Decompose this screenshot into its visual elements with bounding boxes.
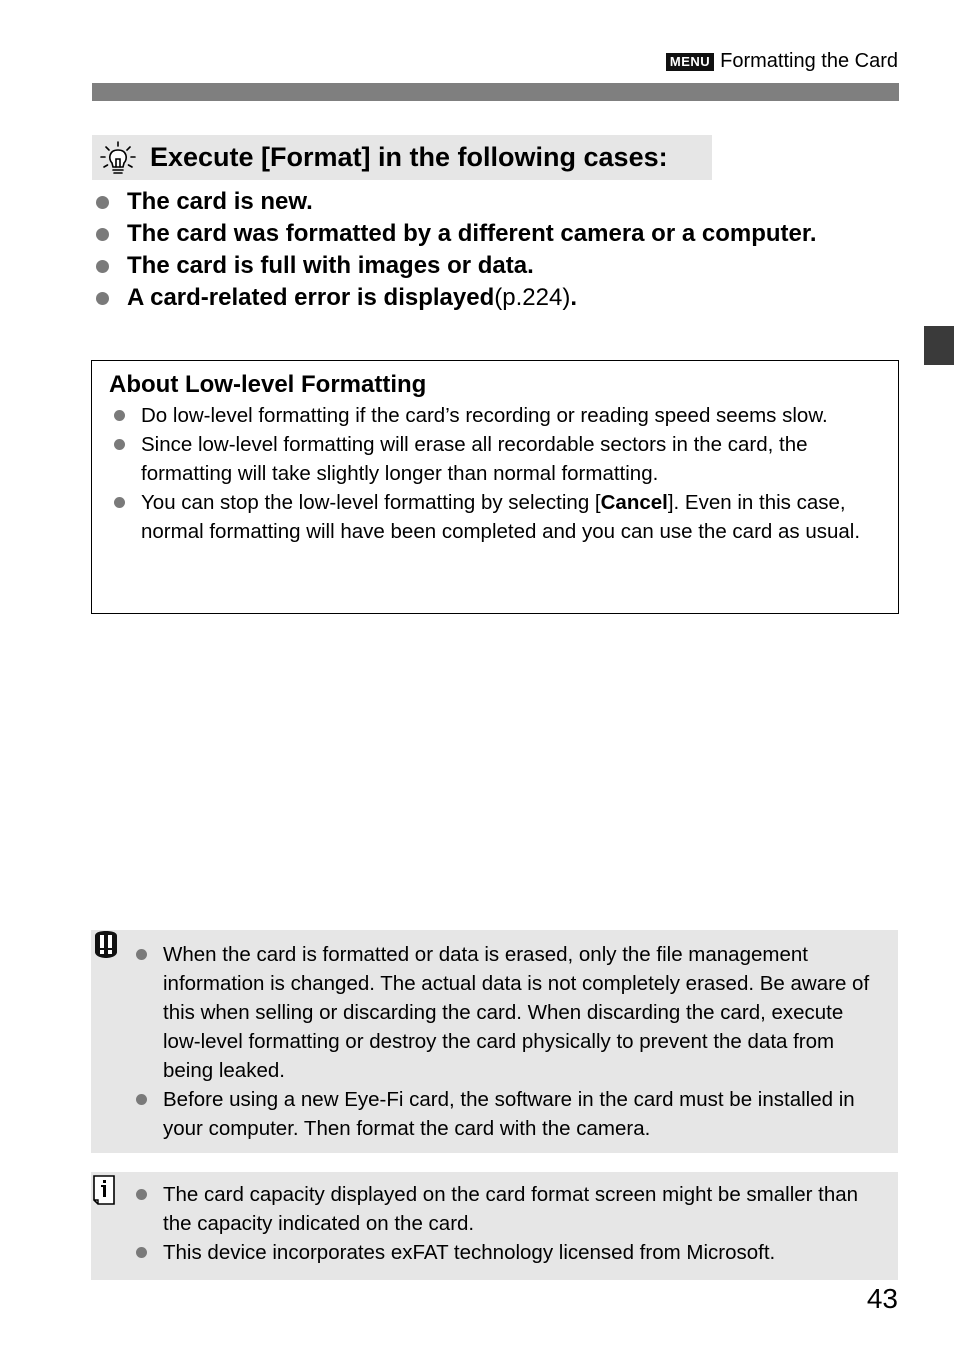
- page-reference: (p.224): [494, 284, 571, 311]
- section-title: Execute [Format] in the following cases:: [150, 142, 668, 172]
- list-item: When the card is formatted or data is erased, only the file management information is changed. The actual data is not completely erased. Be aware of this when selling or discarding the card. When discarding the card, execute low-level formatting or destroy the card physically to prevent the data from being leaked.: [136, 940, 881, 1085]
- running-title: Formatting the Card: [720, 50, 898, 72]
- bullet-icon: [96, 228, 109, 241]
- caution-list: [136, 940, 881, 1143]
- bullet-icon: [136, 1247, 147, 1258]
- section-heading: [92, 135, 712, 180]
- list-item: The card was formatted by a different camera or a computer.: [96, 218, 896, 250]
- bullet-icon: [114, 439, 125, 450]
- list-item: The card is new.: [96, 186, 896, 218]
- bullet-icon: [136, 949, 147, 960]
- running-header: [666, 50, 898, 73]
- menu-icon: MENU: [666, 53, 714, 71]
- bullet-icon: [136, 1094, 147, 1105]
- note-list: [136, 1180, 881, 1267]
- list-item: Before using a new Eye-Fi card, the software in the card must be installed in your computer. Then format the card with the camera.: [136, 1085, 881, 1143]
- bullet-icon: [96, 196, 109, 209]
- list-item: Do low-level formatting if the card’s recording or reading speed seems slow.: [114, 401, 884, 430]
- list-item: The card capacity displayed on the card format screen might be smaller than the capacity indicated on the card.: [136, 1180, 881, 1238]
- note-panel: [91, 1172, 898, 1280]
- caution-icon: [92, 930, 120, 960]
- header-bar: [92, 83, 899, 101]
- page-number: 43: [866, 1283, 898, 1314]
- box-list: [114, 401, 884, 546]
- caution-panel: [91, 930, 898, 1153]
- format-cases-list: [96, 186, 896, 314]
- bullet-icon: [96, 292, 109, 305]
- list-item: You can stop the low-level formatting by selecting [Cancel]. Even in this case, normal formatting will have been completed and you can use the card as usual.: [114, 488, 884, 546]
- low-level-formatting-box: [91, 360, 899, 614]
- memo-icon: [92, 1175, 116, 1205]
- box-title: About Low-level Formatting: [109, 371, 427, 398]
- cancel-label: Cancel: [600, 491, 668, 514]
- list-item: A card-related error is displayed (p.224) .: [96, 282, 896, 314]
- bullet-icon: [136, 1189, 147, 1200]
- list-item: This device incorporates exFAT technology licensed from Microsoft.: [136, 1238, 881, 1267]
- bullet-icon: [114, 497, 125, 508]
- list-item: Since low-level formatting will erase all recordable sectors in the card, the formatting will take slightly longer than normal formatting.: [114, 430, 884, 488]
- bullet-icon: [114, 410, 125, 421]
- bullet-icon: [96, 260, 109, 273]
- lightbulb-icon: [100, 140, 136, 176]
- list-item: The card is full with images or data.: [96, 250, 896, 282]
- chapter-tab: [924, 326, 954, 365]
